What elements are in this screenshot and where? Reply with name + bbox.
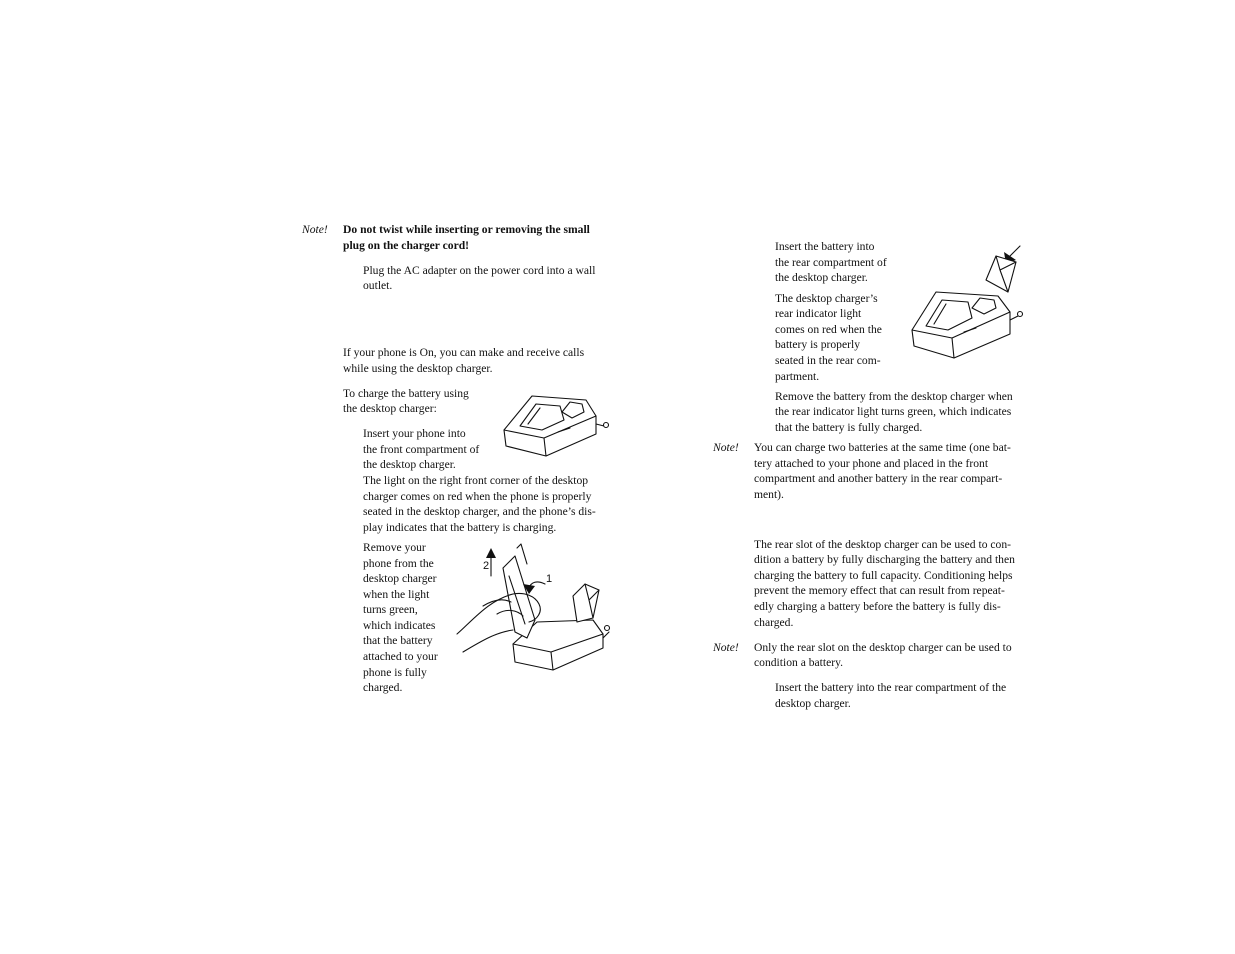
note-label: Note! xyxy=(713,641,739,654)
insert-battery-illustration xyxy=(906,242,1028,364)
remove-battery-step-line: the rear indicator light turns green, which indicates xyxy=(775,405,1012,418)
condition-step-line: desktop charger. xyxy=(775,697,851,710)
condition-paragraph-line: dition a battery by fully discharging the battery and then xyxy=(754,553,1015,566)
remove-phone-step-line: that the battery xyxy=(363,634,433,647)
light-paragraph-line: The light on the right front corner of the desktop xyxy=(363,474,589,487)
rear-light-line: comes on red when the xyxy=(775,323,882,336)
remove-phone-illustration xyxy=(453,540,613,674)
remove-battery-step-line: Remove the battery from the desktop charger when xyxy=(775,390,1013,403)
remove-phone-step-line: Remove your xyxy=(363,541,426,554)
remove-phone-step-line: phone from the xyxy=(363,557,434,570)
insert-rear-step-line: the desktop charger. xyxy=(775,271,868,284)
condition-paragraph-line: charged. xyxy=(754,616,794,629)
insert-phone-step-line: the front compartment of xyxy=(363,443,480,456)
arrow-label: 1 xyxy=(546,573,553,585)
remove-phone-step-line: desktop charger xyxy=(363,572,437,585)
condition-paragraph-line: charging the battery to full capacity. Conditioning helps xyxy=(754,569,1013,582)
insert-rear-step-line: Insert the battery into xyxy=(775,240,875,253)
insert-phone-step-line: Insert your phone into xyxy=(363,427,466,440)
remove-phone-step-line: turns green, xyxy=(363,603,418,616)
condition-step-line: Insert the battery into the rear compartment of the xyxy=(775,681,1007,694)
rear-light-line: partment. xyxy=(775,370,820,383)
remove-phone-step-line: phone is fully xyxy=(363,666,427,679)
note-text-line: ment). xyxy=(754,488,784,501)
light-paragraph-line: play indicates that the battery is charging. xyxy=(363,521,557,534)
note-label: Note! xyxy=(713,441,739,454)
condition-paragraph-line: edly charging a battery before the battery is fully dis- xyxy=(754,600,1001,613)
note-text-line: You can charge two batteries at the same time (one bat- xyxy=(754,441,1011,454)
intro-line: the desktop charger: xyxy=(343,402,437,415)
light-paragraph-line: seated in the desktop charger, and the phone’s dis- xyxy=(363,505,596,518)
plug-step-line: Plug the AC adapter on the power cord into a wall xyxy=(363,264,596,277)
rear-light-line: rear indicator light xyxy=(775,307,862,320)
note-label: Note! xyxy=(302,223,328,236)
rear-light-line: battery is properly xyxy=(775,338,860,351)
calls-paragraph-line: while using the desktop charger. xyxy=(343,362,493,375)
remove-phone-step-line: when the light xyxy=(363,588,430,601)
remove-phone-step-line: attached to your xyxy=(363,650,438,663)
arrow-label: 2 xyxy=(483,560,490,572)
remove-phone-step-line: charged. xyxy=(363,681,403,694)
intro-line: To charge the battery using xyxy=(343,387,469,400)
light-paragraph-line: charger comes on red when the phone is properly xyxy=(363,490,592,503)
note-text-line: Only the rear slot on the desktop charger can be used to xyxy=(754,641,1012,654)
rear-light-line: seated in the rear com- xyxy=(775,354,881,367)
insert-phone-step-line: the desktop charger. xyxy=(363,458,456,471)
plug-step-line: outlet. xyxy=(363,279,393,292)
insert-rear-step-line: the rear compartment of xyxy=(775,256,887,269)
remove-battery-step-line: that the battery is fully charged. xyxy=(775,421,923,434)
calls-paragraph-line: If your phone is On, you can make and receive calls xyxy=(343,346,585,359)
condition-paragraph-line: The rear slot of the desktop charger can be used to con- xyxy=(754,538,1012,551)
rear-light-line: The desktop charger’s xyxy=(775,292,878,305)
note-text-line: compartment and another battery in the rear compart- xyxy=(754,472,1003,485)
note-text-line: Do not twist while inserting or removing the small xyxy=(343,223,590,236)
condition-paragraph-line: prevent the memory effect that can result from repeat- xyxy=(754,584,1005,597)
desktop-charger-illustration xyxy=(498,386,614,460)
remove-phone-step-line: which indicates xyxy=(363,619,436,632)
note-text-line: condition a battery. xyxy=(754,656,844,669)
note-text-line: plug on the charger cord! xyxy=(343,239,470,252)
note-text-line: tery attached to your phone and placed in the front xyxy=(754,457,989,470)
